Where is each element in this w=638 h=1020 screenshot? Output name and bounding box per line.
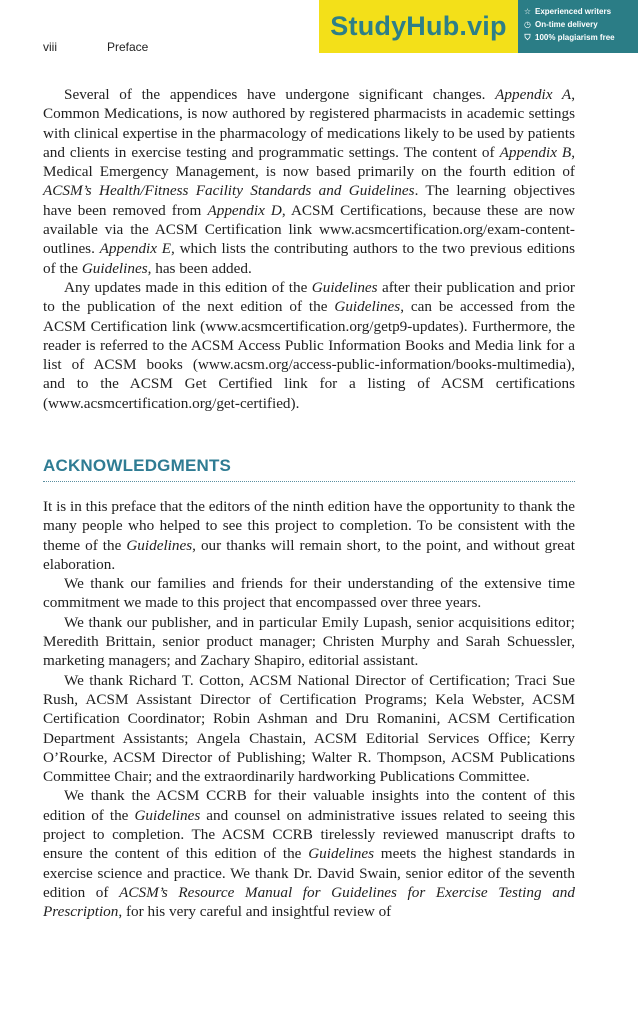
body-paragraph: We thank Richard T. Cotton, ACSM National Director of Certification; Traci Sue Rush, ACSM Assistant Director of Certification Programs; Kela Webster, ACSM Certification Coordinator; Robin Ashman and Dru Romanini, ACSM Certification Department Assistants; Angela Chastain, ACSM Editorial Services Office; Kerry O’Rourke, ACSM Director of Publishing; Walter R. Thompson, ACSM Publications Committee Chair; and the extraordinarily hardworking Publications Committee.: [43, 671, 575, 786]
clock-icon: ◷: [524, 20, 531, 29]
shield-icon: ⛉: [524, 33, 531, 42]
perks-list: [518, 0, 638, 53]
running-head: [43, 40, 148, 54]
acknowledgments-text: [43, 497, 575, 922]
body-paragraph: Any updates made in this edition of the Guidelines after their publication and prior to the publication of the next edition of the Guidelines, can be accessed from the ACSM Certification link (www.acsmcertification.org/getp9-updates). Furthermore, the reader is referred to the ACSM Access Public Information Books and Media link for a list of ACSM books (www.acsm.org/access-public-information/books-multimedia), and to the ACSM Get Certified link for a listing of ACSM certifications (www.acsmcertification.org/get-certified).: [43, 278, 575, 412]
perk-item: [523, 18, 638, 31]
brand-logo[interactable]: StudyHub.vip: [319, 0, 518, 53]
body-paragraph: We thank the ACSM CCRB for their valuable insights into the content of this edition of the Guidelines and counsel on administrative issues related to seeing this project to completion. The ACSM CCRB tirelessly reviewed manuscript drafts to ensure the content of this edition of the Guidelines meets the highest standards in exercise science and practice. We thank Dr. David Swain, senior editor of the seventh edition of ACSM’s Resource Manual for Guidelines for Exercise Testing and Prescription, for his very careful and insightful review of: [43, 787, 575, 921]
appendices-text: [43, 85, 575, 413]
perk-item: [523, 5, 638, 18]
body-paragraph: It is in this preface that the editors of the ninth edition have the opportunity to thank the many people who helped to see this project to completion. To be consistent with the theme of the Guidelines, our thanks will remain short, to the point, and without great elaboration.: [43, 498, 575, 573]
section-title: Preface: [107, 40, 149, 54]
perk-label: 100% plagiarism free: [535, 33, 615, 42]
perk-label: On-time delivery: [535, 20, 598, 29]
dotted-divider: [43, 481, 575, 482]
perk-item: [523, 31, 638, 44]
studyhub-banner[interactable]: [319, 0, 638, 53]
body-paragraph: We thank our families and friends for their understanding of the extensive time commitment we made to this project that encompassed over three years.: [43, 575, 575, 612]
page-number: viii: [43, 40, 57, 54]
body-paragraph: We thank our publisher, and in particular Emily Lupash, senior acquisitions editor; Meredith Brittain, senior product manager; Christen Murphy and Sarah Schuessler, marketing managers; and Zachary Shapiro, editorial assistant.: [43, 613, 575, 670]
perk-label: Experienced writers: [535, 7, 612, 16]
section-heading: ACKNOWLEDGMENTS: [43, 456, 232, 475]
body-paragraph: Several of the appendices have undergone significant changes. Appendix A, Common Medications, is now authored by registered pharmacists in academic settings with clinical expertise in the pharmacology of medications likely to be used by patients and clients in exercise testing and programmatic settings. The content of Appendix B, Medical Emergency Management, is now based primarily on the fourth edition of ACSM’s Health/Fitness Facility Standards and Guidelines. The learning objectives have been removed from Appendix D, ACSM Certifications, because these are now available via the ACSM Certification link www.acsmcertification.org/exam-content-outlines. Appendix E, which lists the contributing authors to the two previous editions of the Guidelines, has been added.: [43, 86, 575, 277]
star-icon: ☆: [523, 7, 532, 16]
